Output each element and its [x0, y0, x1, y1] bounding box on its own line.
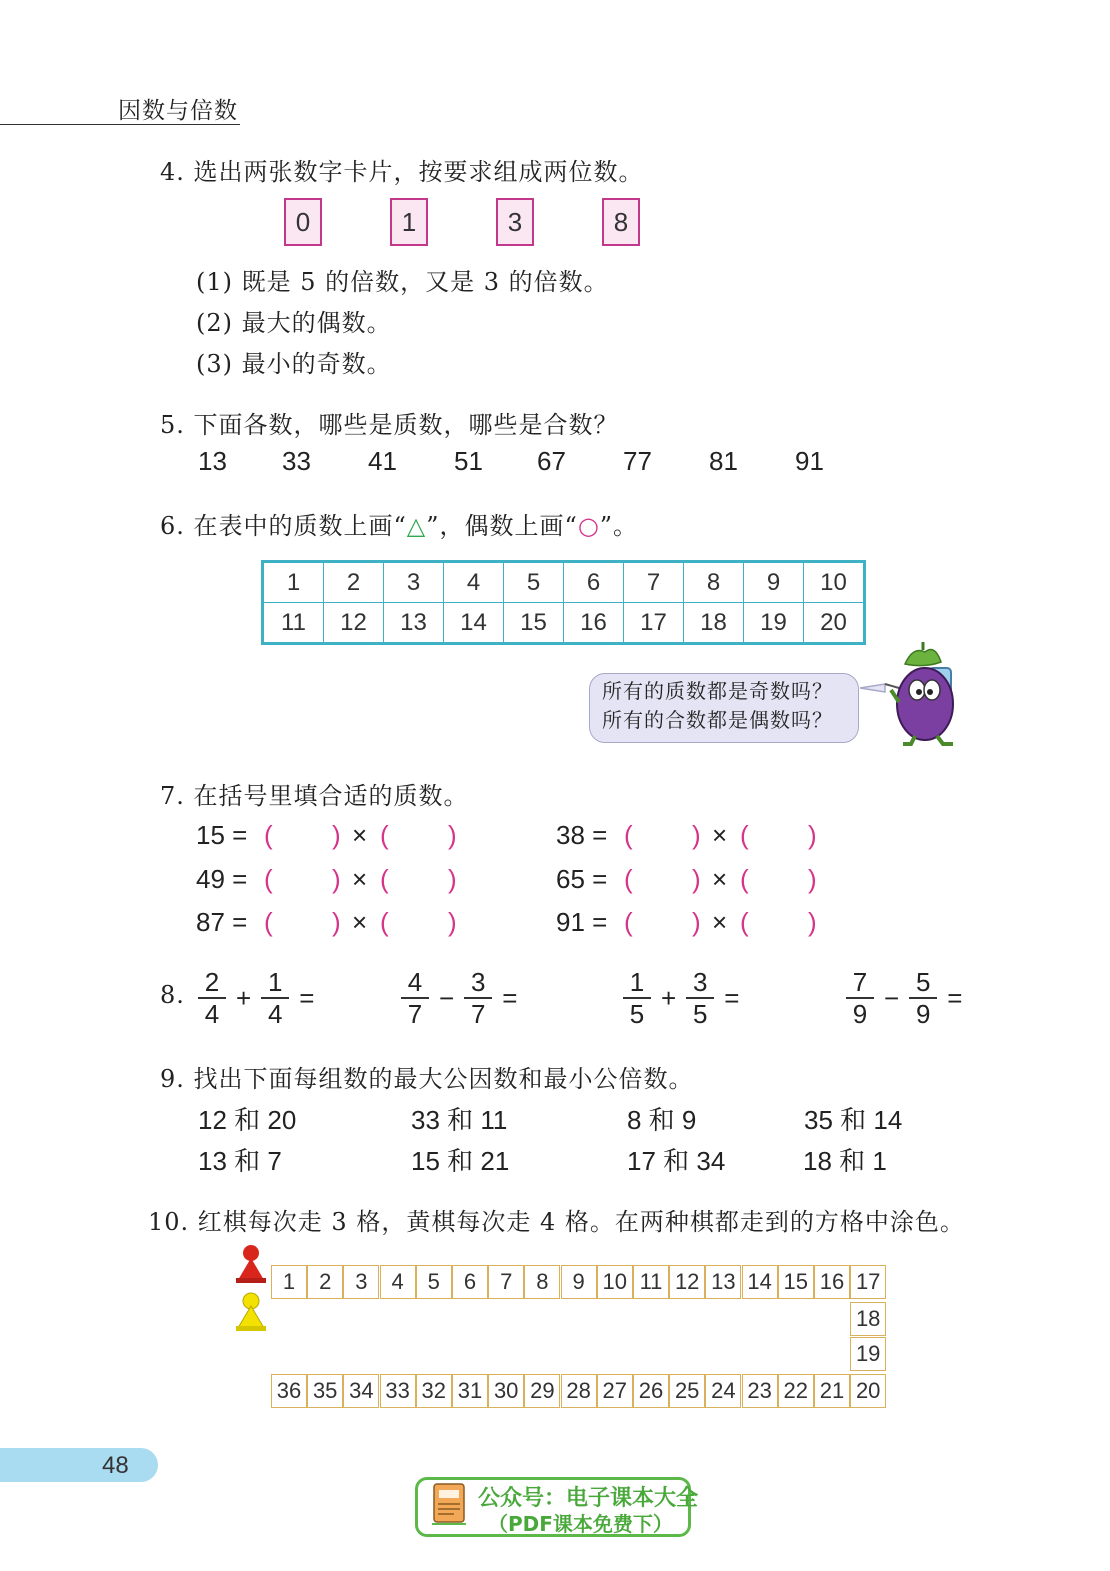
- open-paren: (: [264, 907, 273, 937]
- fraction-expression: [846, 968, 972, 1028]
- table-row: [263, 562, 865, 603]
- close-paren: ): [448, 907, 457, 937]
- question-6: [160, 506, 638, 541]
- q5-number: 91: [795, 446, 824, 476]
- table-cell[interactable]: 14: [444, 603, 504, 644]
- numerator: 3: [470, 967, 486, 997]
- times-sign: ×: [712, 820, 728, 850]
- times-sign: ×: [352, 864, 368, 894]
- table-cell[interactable]: 7: [624, 562, 684, 603]
- open-paren: (: [380, 907, 389, 937]
- board-cell[interactable]: 8: [524, 1265, 560, 1299]
- board-cell[interactable]: 36: [271, 1374, 307, 1408]
- q7-equation-left: 87 =: [196, 907, 248, 937]
- q7-equation-right: 91 =: [556, 907, 608, 937]
- numerator: 5: [915, 967, 931, 997]
- number-pair: 15 和 21: [411, 1146, 510, 1176]
- fraction-expression: [401, 968, 527, 1028]
- board-cell[interactable]: 24: [705, 1374, 741, 1408]
- numerator: 1: [267, 967, 283, 997]
- q5-number: 33: [282, 446, 311, 476]
- board-cell[interactable]: 34: [343, 1374, 379, 1408]
- operator: −: [439, 982, 455, 1013]
- fraction: [401, 968, 429, 1028]
- board-cell[interactable]: 7: [488, 1265, 524, 1299]
- board-cell[interactable]: 25: [669, 1374, 705, 1408]
- fraction-expression: [198, 968, 324, 1028]
- open-paren: (: [380, 820, 389, 850]
- numerator: 3: [692, 967, 708, 997]
- fraction: [261, 968, 289, 1028]
- denominator: 7: [407, 999, 423, 1029]
- q7-equation-right: 38 =: [556, 820, 608, 850]
- board-cell[interactable]: 31: [452, 1374, 488, 1408]
- times-sign: ×: [712, 864, 728, 894]
- board-cell[interactable]: 20: [850, 1374, 886, 1408]
- board-cell[interactable]: 33: [380, 1374, 416, 1408]
- number-pair: 8 和 9: [627, 1105, 697, 1135]
- numerator: 7: [852, 967, 868, 997]
- operator: −: [884, 982, 900, 1013]
- denominator: 4: [204, 999, 220, 1029]
- close-paren: ): [692, 820, 701, 850]
- open-paren: (: [264, 864, 273, 894]
- fraction: [464, 968, 492, 1028]
- table-cell[interactable]: 8: [684, 562, 744, 603]
- question-10: 10. 红棋每次走 3 格，黄棋每次走 4 格。在两种棋都走到的方格中涂色。: [148, 1208, 965, 1236]
- equals-sign: =: [947, 982, 963, 1013]
- q7-equation-left: 15 =: [196, 820, 248, 850]
- table-cell[interactable]: 1: [263, 562, 324, 603]
- close-paren: ): [332, 907, 341, 937]
- denominator: 5: [629, 999, 645, 1029]
- table-cell[interactable]: 6: [564, 562, 624, 603]
- table-cell[interactable]: 18: [684, 603, 744, 644]
- table-cell[interactable]: 11: [263, 603, 324, 644]
- open-paren: (: [740, 820, 749, 850]
- number-pair: 35 和 14: [804, 1105, 903, 1135]
- table-cell[interactable]: 17: [624, 603, 684, 644]
- watermark-line-1: 公众号：电子课本大全: [478, 1486, 699, 1511]
- q6-text: 6. 在表中的质数上画“: [160, 512, 407, 540]
- q5-number: 67: [537, 446, 566, 476]
- q4-item: (2) 最大的偶数。: [196, 309, 392, 337]
- numerator: 2: [204, 967, 220, 997]
- close-paren: ): [692, 907, 701, 937]
- q5-number: 77: [623, 446, 652, 476]
- q4-item: (3) 最小的奇数。: [196, 350, 392, 378]
- q5-number: 13: [198, 446, 227, 476]
- board-cell[interactable]: 12: [669, 1265, 705, 1299]
- denominator: 7: [470, 999, 486, 1029]
- board-cell[interactable]: 30: [488, 1374, 524, 1408]
- q6-text: ”，偶数上画“: [426, 512, 578, 540]
- bubble-line: 所有的合数都是偶数吗？: [602, 708, 833, 732]
- board-cell[interactable]: 21: [814, 1374, 850, 1408]
- close-paren: ): [332, 864, 341, 894]
- board-cell[interactable]: 19: [850, 1337, 886, 1371]
- board-cell[interactable]: 13: [705, 1265, 741, 1299]
- q5-number: 51: [454, 446, 483, 476]
- open-paren: (: [624, 864, 633, 894]
- watermark-line-2: （PDF课本免费下）: [488, 1512, 673, 1536]
- operator: +: [236, 982, 252, 1013]
- operator: +: [661, 982, 677, 1013]
- board-cell[interactable]: 15: [778, 1265, 814, 1299]
- open-paren: (: [264, 820, 273, 850]
- question-4: 4. 选出两张数字卡片，按要求组成两位数。: [160, 158, 644, 186]
- close-paren: ): [332, 820, 341, 850]
- board-cell[interactable]: 10: [597, 1265, 633, 1299]
- board-cell[interactable]: 35: [307, 1374, 343, 1408]
- open-paren: (: [380, 864, 389, 894]
- number-table: [261, 560, 866, 645]
- number-pair: 13 和 7: [198, 1146, 282, 1176]
- board-cell[interactable]: 23: [742, 1374, 778, 1408]
- board-cell[interactable]: 28: [561, 1374, 597, 1408]
- board-cell[interactable]: 18: [850, 1302, 886, 1336]
- close-paren: ): [692, 864, 701, 894]
- number-pair: 18 和 1: [803, 1146, 887, 1176]
- equals-sign: =: [299, 982, 315, 1013]
- board-cell[interactable]: 1: [271, 1265, 307, 1299]
- table-cell[interactable]: 12: [324, 603, 384, 644]
- question-9: 9. 找出下面每组数的最大公因数和最小公倍数。: [160, 1065, 694, 1093]
- header-rule: [0, 124, 240, 125]
- table-cell[interactable]: 15: [504, 603, 564, 644]
- table-cell[interactable]: 2: [324, 562, 384, 603]
- times-sign: ×: [352, 907, 368, 937]
- board-cell[interactable]: 16: [814, 1265, 850, 1299]
- fraction: [909, 968, 937, 1028]
- number-pair: 33 和 11: [411, 1105, 508, 1135]
- board-cell[interactable]: 14: [742, 1265, 778, 1299]
- table-cell[interactable]: 19: [744, 603, 804, 644]
- number-pair: 12 和 20: [198, 1105, 297, 1135]
- board-cell[interactable]: 22: [778, 1374, 814, 1408]
- number-card: 3: [496, 198, 534, 246]
- fraction: [198, 968, 226, 1028]
- board-cell[interactable]: 3: [343, 1265, 379, 1299]
- table-cell[interactable]: 9: [744, 562, 804, 603]
- equals-sign: =: [502, 982, 518, 1013]
- number-card: 0: [284, 198, 322, 246]
- yellow-pawn-icon: [234, 1292, 268, 1332]
- numerator: 4: [407, 967, 423, 997]
- board-cell[interactable]: 26: [633, 1374, 669, 1408]
- q7-equation-left: 49 =: [196, 864, 248, 894]
- q6-text: ”。: [599, 512, 639, 540]
- board-cell[interactable]: 29: [524, 1374, 560, 1408]
- circle-icon: ○: [577, 512, 600, 540]
- fraction: [686, 968, 714, 1028]
- page-header-title: 因数与倍数: [118, 98, 238, 124]
- table-row: [263, 603, 865, 644]
- board-cell[interactable]: 11: [633, 1265, 669, 1299]
- table-cell[interactable]: 20: [804, 603, 865, 644]
- board-cell[interactable]: 4: [380, 1265, 416, 1299]
- question-5: 5. 下面各数，哪些是质数，哪些是合数？: [160, 411, 619, 439]
- open-paren: (: [624, 820, 633, 850]
- board-cell[interactable]: 2: [307, 1265, 343, 1299]
- board-cell[interactable]: 9: [561, 1265, 597, 1299]
- table-cell[interactable]: 10: [804, 562, 865, 603]
- question-7: 7. 在括号里填合适的质数。: [160, 782, 469, 810]
- bubble-line: 所有的质数都是奇数吗？: [602, 679, 833, 703]
- times-sign: ×: [712, 907, 728, 937]
- equals-sign: =: [724, 982, 740, 1013]
- fraction: [846, 968, 874, 1028]
- number-card: 8: [602, 198, 640, 246]
- open-paren: (: [740, 907, 749, 937]
- question-8-label: 8.: [160, 981, 185, 1009]
- red-pawn-icon: [234, 1244, 268, 1284]
- table-cell[interactable]: 3: [384, 562, 444, 603]
- close-paren: ): [448, 864, 457, 894]
- page-number-tab: [0, 1448, 158, 1482]
- times-sign: ×: [352, 820, 368, 850]
- triangle-icon: △: [406, 512, 427, 540]
- page-number: 48: [102, 1452, 129, 1479]
- fraction: [623, 968, 651, 1028]
- table-cell[interactable]: 4: [444, 562, 504, 603]
- close-paren: ): [808, 864, 817, 894]
- open-paren: (: [624, 907, 633, 937]
- denominator: 4: [267, 999, 283, 1029]
- fraction-expression: [623, 968, 749, 1028]
- board-cell[interactable]: 6: [452, 1265, 488, 1299]
- q5-number: 81: [709, 446, 738, 476]
- close-paren: ): [808, 907, 817, 937]
- speech-bubble: [589, 673, 859, 743]
- q7-equation-right: 65 =: [556, 864, 608, 894]
- close-paren: ): [448, 820, 457, 850]
- board-cell[interactable]: 32: [416, 1374, 452, 1408]
- open-paren: (: [740, 864, 749, 894]
- board-cell[interactable]: 17: [850, 1265, 886, 1299]
- board-cell[interactable]: 5: [416, 1265, 452, 1299]
- eggplant-mascot-icon: [855, 638, 980, 748]
- table-cell[interactable]: 16: [564, 603, 624, 644]
- book-icon: [428, 1482, 470, 1532]
- table-cell[interactable]: 5: [504, 562, 564, 603]
- denominator: 5: [692, 999, 708, 1029]
- denominator: 9: [852, 999, 868, 1029]
- numerator: 1: [629, 967, 645, 997]
- q4-item: (1) 既是 5 的倍数，又是 3 的倍数。: [196, 268, 609, 296]
- close-paren: ): [808, 820, 817, 850]
- board-cell[interactable]: 27: [597, 1374, 633, 1408]
- number-card: 1: [390, 198, 428, 246]
- denominator: 9: [915, 999, 931, 1029]
- q5-number: 41: [368, 446, 397, 476]
- table-cell[interactable]: 13: [384, 603, 444, 644]
- number-pair: 17 和 34: [627, 1146, 726, 1176]
